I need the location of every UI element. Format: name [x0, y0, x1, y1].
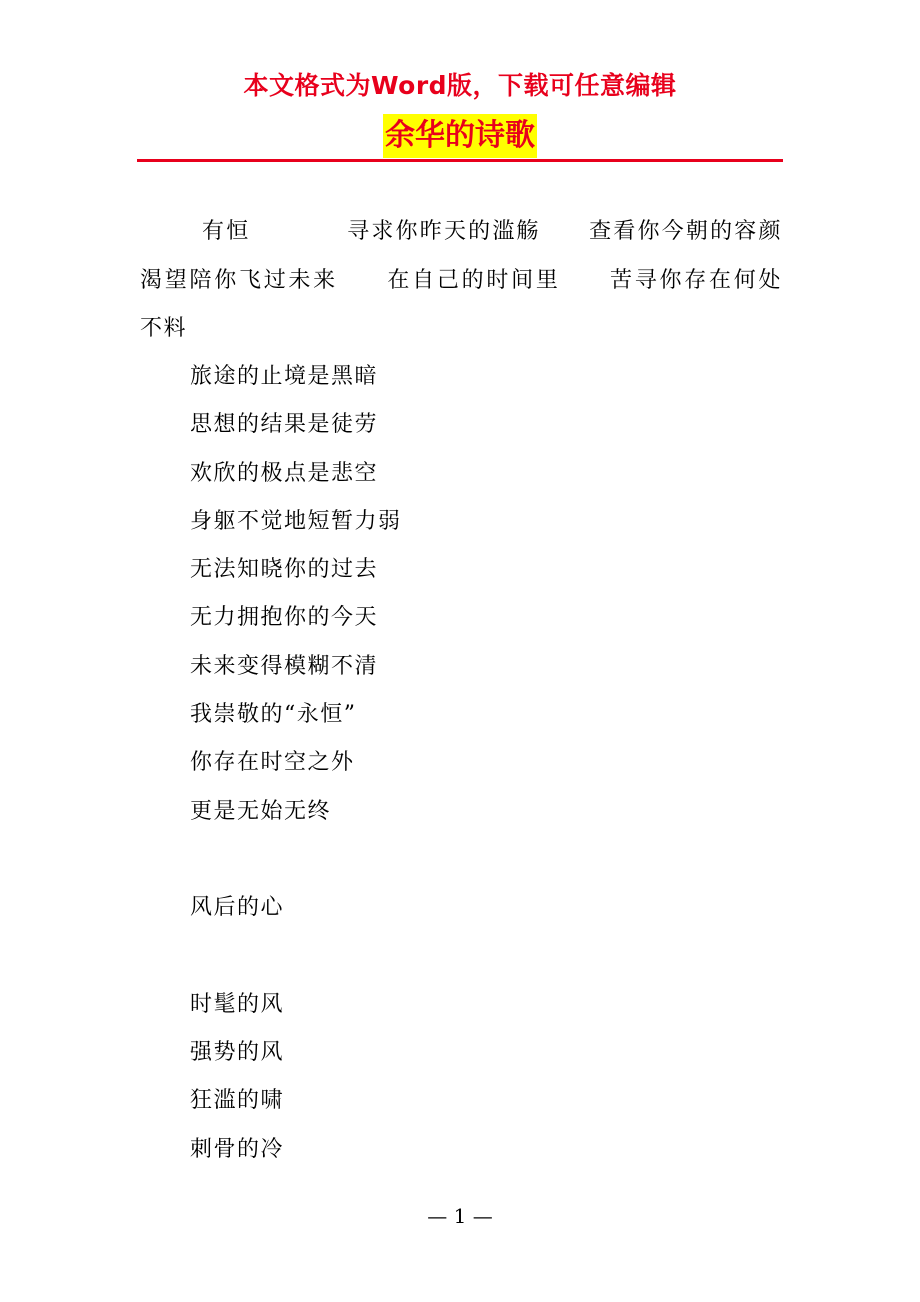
page-number: — 1 —: [427, 1204, 493, 1228]
poem-line: 更是无始无终: [190, 798, 332, 824]
poem-line: 时髦的风: [190, 991, 285, 1017]
poem-line: 你存在时空之外: [190, 750, 355, 776]
poem-line: 旅途的止境是黑暗: [190, 364, 379, 389]
poem-line: 无法知晓你的过去: [190, 557, 379, 583]
poem-line: 刺骨的冷: [190, 1136, 285, 1162]
intro-paragraph: 有恒 寻求你昨天的滥觞 查看你今朝的容颜 渴望陪你飞过未来 在自己的时间里 苦寻你存在何处 不料: [140, 219, 830, 341]
poem-line: 思想的结果是徒劳: [190, 412, 379, 438]
poem-line: 无力拥抱你的今天: [190, 605, 379, 631]
blank-line: [190, 933, 790, 981]
poem-line: 身躯不觉地短暂力弱: [190, 508, 402, 534]
poem-lines: [190, 353, 790, 1174]
document-title: 余华的诗歌: [383, 114, 537, 158]
poem-line: 狂滥的啸: [190, 1088, 285, 1114]
format-banner: 本文格式为Word版，下载可任意编辑: [243, 71, 677, 100]
poem-line: 未来变得模糊不清: [190, 653, 379, 679]
blank-line: [190, 836, 790, 884]
poem-subtitle: 风后的心: [190, 895, 285, 921]
poem-line: 欢欣的极点是悲空: [190, 460, 379, 486]
poem-line: 强势的风: [190, 1040, 285, 1066]
title-container: [0, 114, 920, 158]
title-divider: [137, 159, 783, 162]
poem-line: 我崇敬的“永恒”: [190, 702, 357, 728]
